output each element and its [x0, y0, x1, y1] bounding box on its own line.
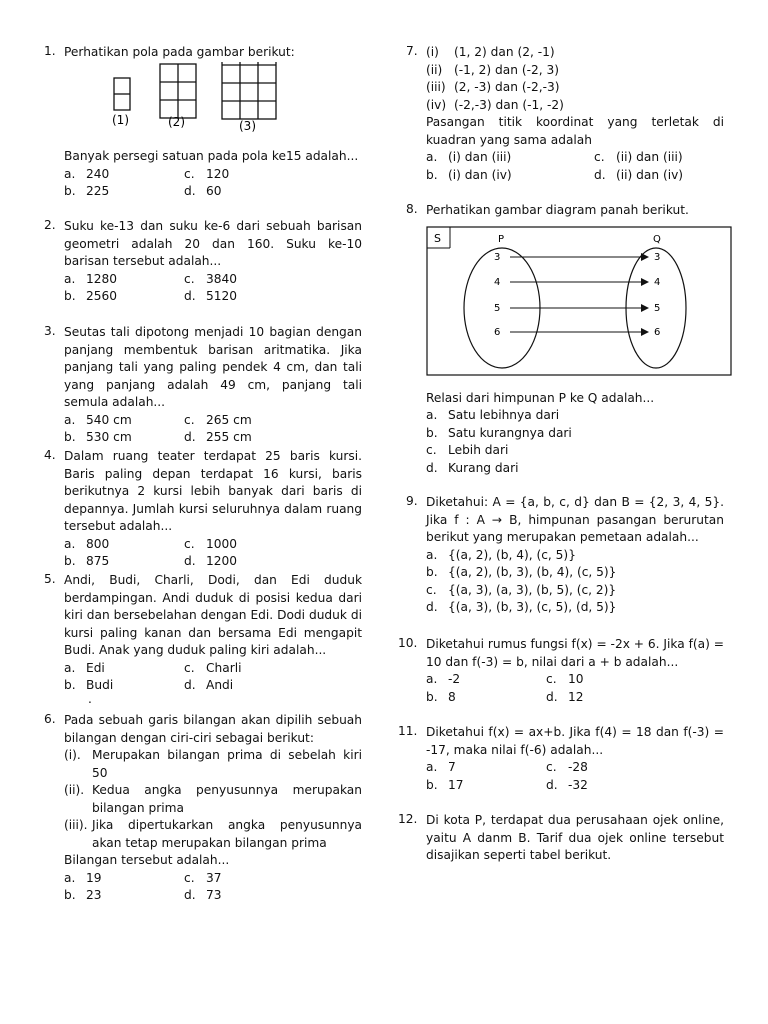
option-d[interactable]: d. -32: [546, 777, 588, 792]
pattern-2: [160, 64, 196, 118]
question-text: Di kota P, terdapat dua perusahaan ojek online, yaitu A danm B. Tarif dua ojek online tersebut disajikan seperti tabel berikut.: [426, 813, 724, 862]
option-a[interactable]: a. 800: [64, 536, 110, 551]
p-element-6: 6: [494, 326, 501, 338]
question-number: 8.: [406, 202, 418, 216]
question-4: [44, 448, 362, 571]
option-c[interactable]: c. 37: [184, 870, 222, 885]
question-10: [398, 636, 724, 706]
options: [64, 536, 362, 571]
pattern-3: [222, 62, 276, 119]
q-element-4: 4: [654, 276, 661, 288]
option-a[interactable]: a. {(a, 2), (b, 4), (c, 5)}: [426, 547, 576, 562]
question-text: Seutas tali dipotong menjadi 10 bagian dengan panjang membentuk barisan aritmatika. Jika panjang tali yang paling pendek 4 cm, dan tali yang panjang adalah 49 cm, panjang tali semula adalah...: [64, 325, 362, 409]
question-text: Diketahui f(x) = ax+b. Jika f(4) = 18 dan f(-3) = -17, maka nilai f(-6) adalah...: [426, 725, 724, 757]
option-d[interactable]: d. 73: [184, 888, 222, 902]
option-a[interactable]: a. Edi: [64, 660, 105, 675]
options: [426, 759, 724, 794]
option-a[interactable]: a. -2: [426, 672, 461, 686]
square-pattern-figure: [64, 62, 324, 156]
question-number: 2.: [44, 218, 56, 232]
option-d[interactable]: d. 255 cm: [184, 430, 252, 444]
options: [64, 660, 362, 695]
question-text-2: Bilangan tersebut adalah...: [64, 853, 230, 867]
option-d[interactable]: d. 5120: [184, 289, 238, 303]
question-12: [398, 812, 724, 865]
options: [426, 407, 724, 477]
q-element-6: 6: [654, 326, 661, 338]
option-c[interactable]: c. 1000: [184, 536, 238, 551]
question-text: Relasi dari himpunan P ke Q adalah...: [426, 390, 655, 405]
criteria-list: [64, 747, 362, 852]
option-b[interactable]: b. 17: [426, 777, 464, 792]
option-a[interactable]: a. 240: [64, 166, 110, 181]
option-a[interactable]: a. 19: [64, 870, 102, 885]
option-c[interactable]: c. (ii) dan (iii): [594, 150, 683, 164]
option-a[interactable]: a. Satu lebihnya dari: [426, 408, 560, 422]
pair-3: (iii) (2, -3) dan (-2,-3): [426, 80, 560, 94]
question-text: Diketahui: A = {a, b, c, d} dan B = {2, 3, 4, 5}. Jika f : A → B, himpunan pasangan berurutan berikut yang merupakan pemetaan adalah...: [426, 495, 724, 544]
option-c[interactable]: c. Charli: [184, 660, 242, 675]
question-6: [44, 712, 362, 905]
q-element-3: 3: [654, 251, 661, 263]
universe-label: S: [434, 231, 441, 245]
option-c[interactable]: c. {(a, 3), (a, 3), (b, 5), (c, 2)}: [426, 582, 617, 597]
question-2: [44, 218, 362, 306]
options: [426, 149, 724, 184]
options: [64, 271, 362, 306]
option-b[interactable]: b. 2560: [64, 289, 118, 303]
question-text: Diketahui rumus fungsi f(x) = -2x + 6. Jika f(a) = 10 dan f(-3) = b, nilai dari a + b adalah...: [426, 637, 724, 669]
option-b[interactable]: b. (i) dan (iv): [426, 167, 512, 182]
option-a[interactable]: a. 540 cm: [64, 412, 132, 427]
stray-dot: .: [88, 691, 92, 706]
options: [64, 166, 362, 201]
question-number: 10.: [398, 636, 418, 650]
question-number: 6.: [44, 712, 56, 726]
option-a[interactable]: a. 1280: [64, 271, 118, 286]
option-d[interactable]: d. 1200: [184, 554, 238, 568]
question-text: Andi, Budi, Charli, Dodi, dan Edi duduk berdampingan. Andi duduk di posisi kedua dari kiri dan bersebelahan dengan Edi. Dodi duduk di kursi paling kanan dan bersama Edi mengapit Budi. Anak yang duduk paling kiri adalah...: [64, 573, 362, 657]
criterion-2: (ii). Kedua angka penyusunnya merupakan bilangan prima: [64, 783, 362, 815]
question-number: 3.: [44, 324, 56, 338]
question-number: 5.: [44, 572, 56, 586]
question-11: [398, 724, 724, 794]
option-d[interactable]: d. {(a, 3), (b, 3), (c, 5), (d, 5)}: [426, 600, 617, 614]
q-element-5: 5: [654, 302, 661, 314]
set-p-label: P: [498, 233, 505, 245]
question-number: 12.: [398, 812, 418, 826]
option-b[interactable]: b. 23: [64, 888, 102, 902]
option-c[interactable]: c. -28: [546, 760, 588, 774]
options: [426, 547, 724, 617]
option-d[interactable]: d. Kurang dari: [426, 460, 519, 475]
option-d[interactable]: d. 60: [184, 184, 222, 198]
question-8: [398, 202, 724, 477]
pattern-label-3: (3): [239, 118, 256, 133]
pattern-label-2: (2): [168, 114, 185, 129]
question-prompt: Perhatikan gambar diagram panah berikut.: [426, 203, 689, 217]
option-c[interactable]: c. 265 cm: [184, 412, 252, 427]
option-b[interactable]: b. Budi: [64, 678, 114, 692]
set-q-label: Q: [653, 233, 661, 245]
question-text: Dalam ruang teater terdapat 25 baris kursi. Baris paling depan terdapat 16 kursi, baris berikutnya 2 kursi lebih banyak dari baris di depannya. Jumlah kursi seluruhnya dalam ruang tersebut adalah...: [64, 449, 362, 533]
pair-2: (ii) (-1, 2) dan (-2, 3): [426, 62, 560, 77]
question-text: Pasangan titik koordinat yang terletak di kuadran yang sama adalah: [426, 115, 724, 147]
options: [64, 870, 362, 905]
question-text: Banyak persegi satuan pada pola ke15 adalah...: [64, 149, 359, 163]
question-9: [398, 494, 724, 617]
option-a[interactable]: a. 7: [426, 760, 456, 774]
coordinate-pairs: [426, 44, 724, 114]
criterion-3: (iii). Jika dipertukarkan angka penyusunnya akan tetap merupakan bilangan prima: [64, 818, 362, 850]
criterion-1: (i). Merupakan bilangan prima di sebelah kiri 50: [64, 748, 362, 780]
question-text: Suku ke-13 dan suku ke-6 dari sebuah barisan geometri adalah 20 dan 160. Suku ke-10 barisan tersebut adalah...: [64, 219, 362, 268]
question-text: Pada sebuah garis bilangan akan dipilih sebuah bilangan dengan ciri-ciri sebagai berikut:: [64, 713, 362, 745]
pattern-label-1: (1): [112, 112, 129, 127]
question-7: [398, 44, 724, 184]
option-b[interactable]: b. 530 cm: [64, 430, 132, 444]
question-number: 9.: [406, 494, 418, 508]
p-element-3: 3: [494, 251, 501, 263]
question-number: 11.: [398, 724, 418, 738]
option-d[interactable]: d. Andi: [184, 678, 234, 692]
option-c[interactable]: c. Lebih dari: [426, 443, 509, 457]
question-number: 1.: [44, 44, 56, 58]
option-b[interactable]: b. 875: [64, 554, 110, 568]
question-3: [44, 324, 362, 447]
arrow-diagram: [426, 226, 732, 380]
option-c[interactable]: c. 120: [184, 166, 230, 181]
question-prompt: Perhatikan pola pada gambar berikut:: [64, 45, 295, 59]
p-element-4: 4: [494, 276, 501, 288]
question-1-body: [44, 148, 362, 201]
question-number: 4.: [44, 448, 56, 462]
pair-4: (iv) (-2,-3) dan (-1, -2): [426, 97, 564, 112]
question-5: [44, 572, 362, 706]
option-b[interactable]: b. 8: [426, 689, 456, 704]
option-b[interactable]: b. 225: [64, 184, 110, 198]
option-c[interactable]: c. 3840: [184, 271, 238, 286]
pattern-1: [114, 78, 130, 110]
options: [64, 412, 362, 447]
question-number: 7.: [406, 44, 418, 58]
option-c[interactable]: c. 10: [546, 672, 584, 686]
option-b[interactable]: b. Satu kurangnya dari: [426, 425, 572, 440]
option-d[interactable]: d. (ii) dan (iv): [594, 167, 684, 182]
option-a[interactable]: a. (i) dan (iii): [426, 150, 512, 164]
p-element-5: 5: [494, 302, 501, 314]
question-1: [44, 44, 362, 156]
pair-1: (i) (1, 2) dan (2, -1): [426, 45, 555, 59]
option-d[interactable]: d. 12: [546, 689, 584, 704]
option-b[interactable]: b. {(a, 2), (b, 3), (b, 4), (c, 5)}: [426, 565, 617, 579]
options: [426, 671, 724, 706]
